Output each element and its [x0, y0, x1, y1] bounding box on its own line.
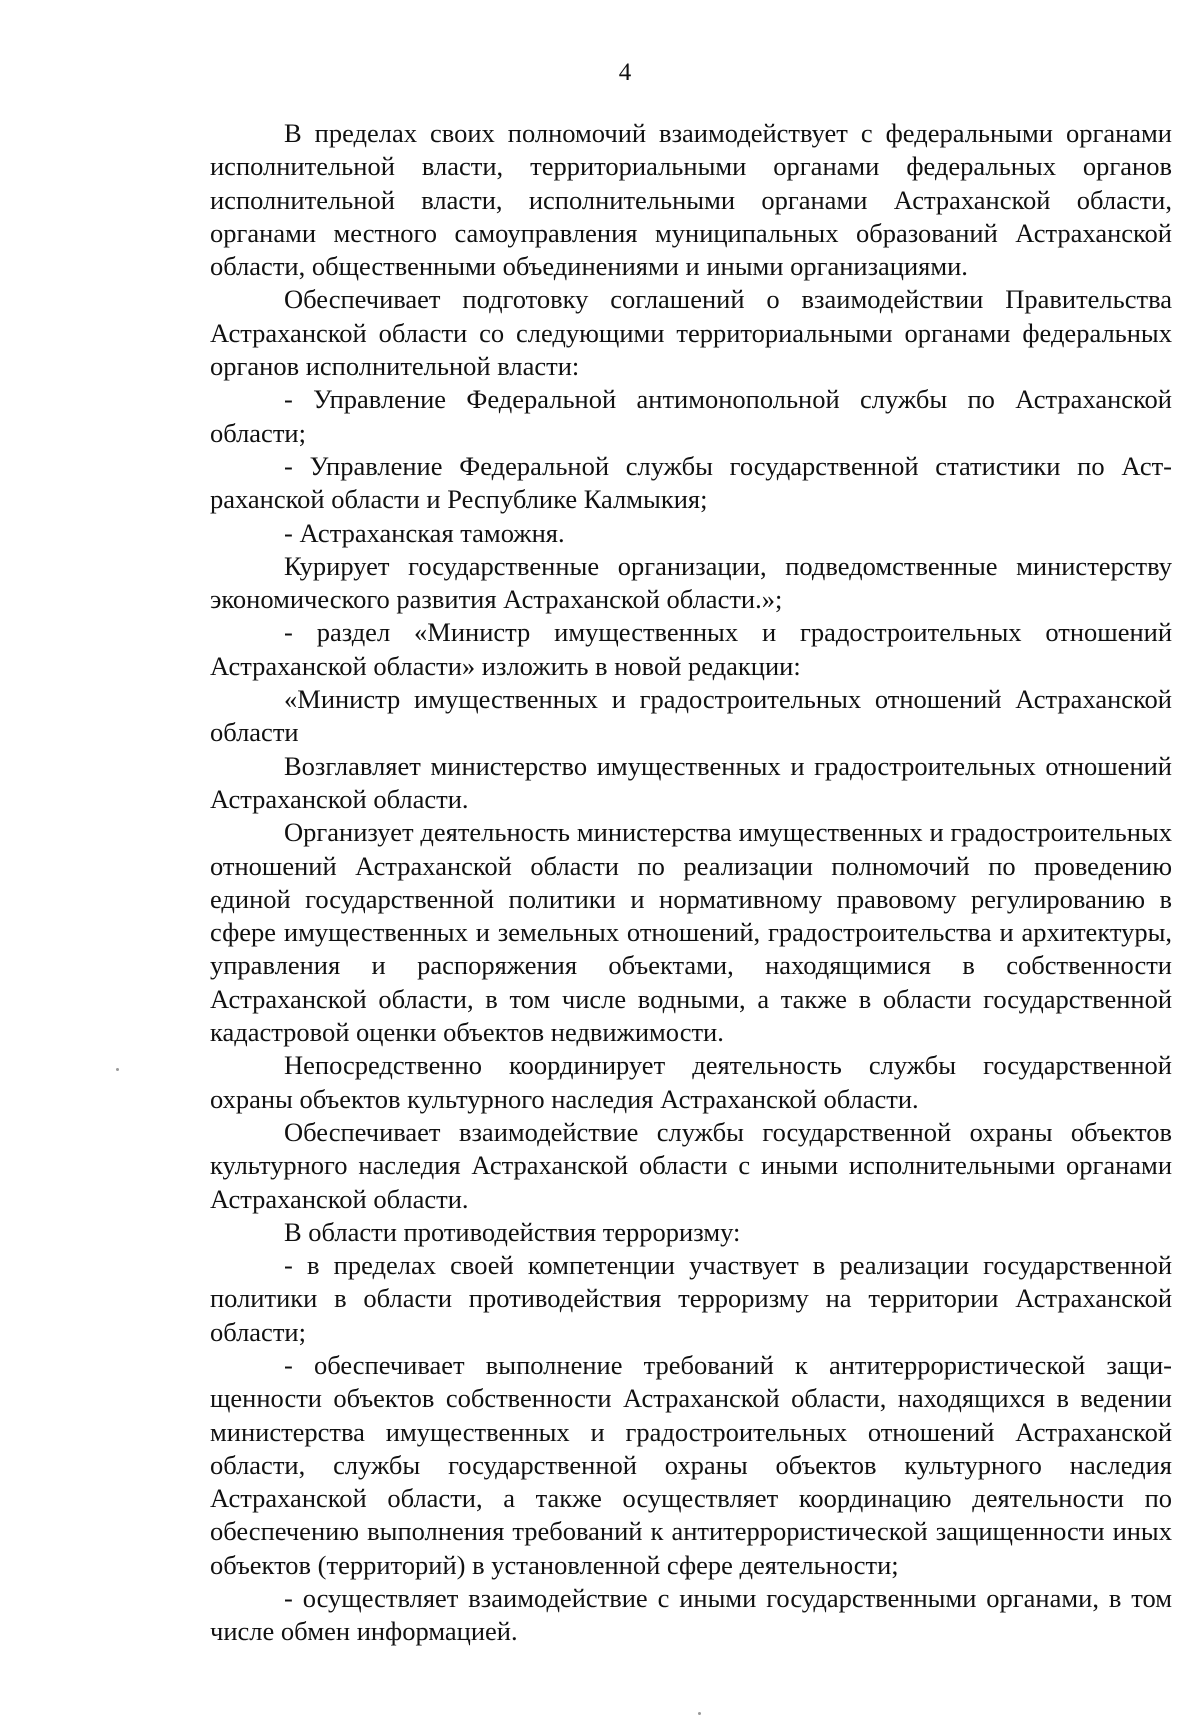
- paragraph-interaction-federal-bodies: В пределах своих полномочий взаимодействует с федеральными органами исполнительной власти, территориальными органами федеральных органов исполнительной власти, исполнительными органами Астраханской области, органами местного самоуправления муниципальных образований Астраханской области, общественными объединениями и иными организациями.: [210, 118, 1172, 282]
- list-item-state-policy: - в пределах своей компетенции участвует в реализации государственной политики в области противодействия терроризму на территории Астраханской области;: [210, 1250, 1172, 1347]
- document-body: [210, 117, 1172, 1649]
- page-number: 4: [618, 59, 632, 86]
- list-item-statistics-service: - Управление Федеральной службы государственной статистики по Астраханской области и Республике Калмыкия;: [210, 450, 1172, 515]
- list-item-customs: - Астраханская таможня.: [284, 517, 565, 548]
- scan-dot: [698, 1712, 701, 1715]
- paragraph-heads-ministry: Возглавляет министерство имущественных и градостроительных отношений Астраханской области.: [210, 750, 1172, 814]
- paragraph-agreements-intro: Обеспечивает подготовку соглашений о взаимодействии Правительства Астраханской области со следующими территориальными органами федеральных органов исполнительной власти:: [210, 284, 1172, 382]
- scan-dot: [116, 1068, 119, 1071]
- list-item-information-exchange: - осуществляет взаимодействие с иными государственными органами, в том числе обмен информацией.: [210, 1583, 1172, 1647]
- paragraph-supervises-organizations: Курирует государственные организации, подведомственные министерству экономического развития Астраханской области.»;: [210, 550, 1172, 615]
- paragraph-organizes-activity: Организует деятельность министерства имущественных и градостроительных отношений Астраханской области по реализации полномочий по проведению единой государственной политики и нормативному правовому регулированию в сфере имущественных и земельных отношений, градостроительства и архитектуры, управления и распоряжения объектами, находящимися в собственности Астраханской области, в том числе водными, а также в области государственной кадастровой оценки объектов недвижимости.: [210, 817, 1172, 1048]
- paragraph-coordinates-service: Непосредственно координирует деятельность службы государственной охраны объектов культурного наследия Астраханской области.: [210, 1050, 1172, 1114]
- paragraph-ensures-interaction: Обеспечивает взаимодействие службы государственной охраны объектов культурного наследия Астраханской области с иными исполнительными органами Астраханской области.: [210, 1116, 1172, 1214]
- list-item-protection-requirements: - обеспечивает выполнение требований к антитеррористической защищенности объектов собственности Астраханской области, находящихся в ведении министерства имущественных и градостроительных отношений Астраханской области, службы государственной охраны объектов культурного наследия Астраханской области, а также осуществляет координацию деятельности по обеспечению выполнения требований к антитеррористической защищенности иных объектов (территорий) в установленной сфере деятельности;: [210, 1349, 1172, 1580]
- section-heading-minister: «Министр имущественных и градостроительных отношений Астраханской области: [210, 684, 1172, 748]
- paragraph-counter-terrorism-heading: В области противодействия терроризму:: [284, 1216, 741, 1247]
- paragraph-section-amendment: - раздел «Министр имущественных и градостроительных отношений Астраханской области» изложить в новой редакции:: [210, 617, 1172, 681]
- list-item-antimonopoly-service: - Управление Федеральной антимонопольной службы по Астраханской области;: [210, 384, 1172, 448]
